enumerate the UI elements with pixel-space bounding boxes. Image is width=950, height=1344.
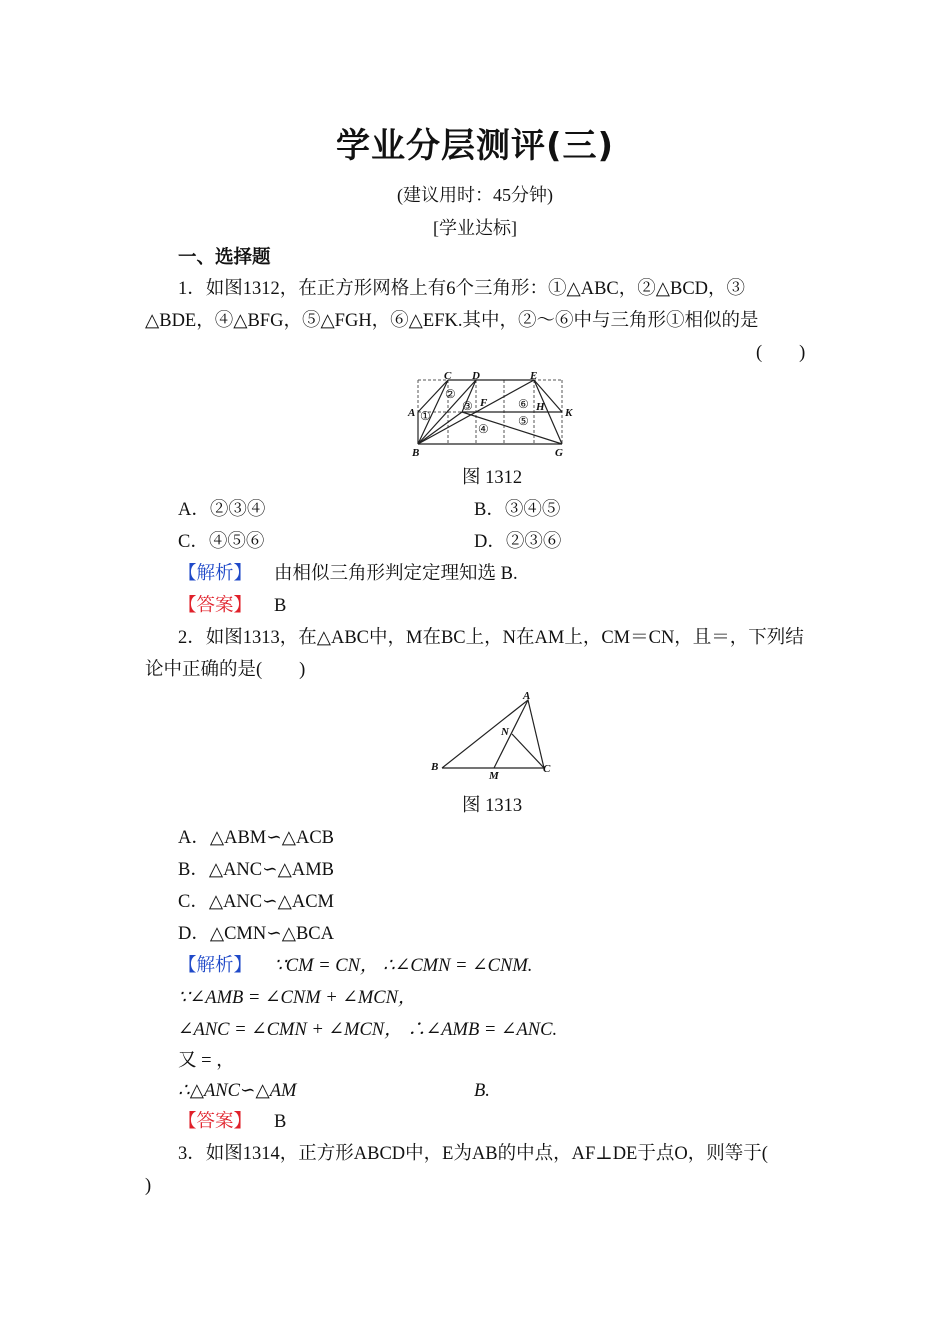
fig1-num-2: ② bbox=[445, 387, 456, 401]
q1-answer-tag: 【答案】 bbox=[178, 596, 253, 616]
q2-option-a: A．△ABM∽△ACB bbox=[178, 828, 335, 848]
fig2-label-M: M bbox=[489, 770, 499, 782]
q1-analysis-tag: 【解析】 bbox=[178, 564, 253, 584]
figure-1313 bbox=[428, 690, 558, 782]
q1-answer: B bbox=[274, 596, 287, 616]
fig1-num-3: ③ bbox=[462, 399, 473, 413]
q1-option-d: D．②③⑥ bbox=[474, 532, 562, 552]
q2-answer: B bbox=[274, 1112, 287, 1132]
q1-option-c: C．④⑤⑥ bbox=[178, 532, 265, 552]
q1-option-a: A．②③④ bbox=[178, 500, 266, 520]
fig1-label-B: B bbox=[412, 447, 420, 459]
page-title: 学业分层测评(三) bbox=[335, 126, 615, 166]
q2-analysis-tag: 【解析】 bbox=[178, 956, 253, 976]
fig1-label-H: H bbox=[536, 401, 545, 413]
fig2-label-B: B bbox=[431, 761, 439, 773]
q2-answer-tag: 【答案】 bbox=[178, 1112, 253, 1132]
q2-option-c: C．△ANC∽△ACM bbox=[178, 892, 335, 912]
fig1-label-E: E bbox=[530, 370, 538, 382]
q1-line2: △BDE，④△BFG，⑤△FGH，⑥△EFK.其中，②～⑥中与三角形①相似的是 bbox=[145, 311, 759, 331]
fig1-label-K: K bbox=[565, 407, 573, 419]
fig1-num-1: ① bbox=[420, 409, 431, 423]
q2-line1: 2．如图1313，在△ABC中，M在BC上，N在AM上，CM＝CN，且＝，下列结 bbox=[178, 628, 804, 648]
q1-option-b: B．③④⑤ bbox=[474, 500, 561, 520]
fig1-num-6: ⑥ bbox=[518, 397, 529, 411]
q2-line2: 论中正确的是( ) bbox=[145, 660, 306, 680]
fig1-label-G: G bbox=[555, 447, 563, 459]
q2-option-b: B．△ANC∽△AMB bbox=[178, 860, 335, 880]
fig1-label-C: C bbox=[444, 370, 452, 382]
q2-step-1: ∵CM = CN， ∴∠CMN = ∠CNM. bbox=[274, 956, 533, 976]
fig1-label-F: F bbox=[480, 397, 488, 409]
fig1-label-A: A bbox=[408, 407, 416, 419]
fig2-label-N: N bbox=[501, 726, 509, 738]
level-heading: [学业达标] bbox=[433, 218, 517, 238]
section-heading: 一、选择题 bbox=[178, 248, 271, 268]
q3-line1: 3．如图1314，正方形ABCD中，E为AB的中点，AF⊥DE于点O，则等于( bbox=[178, 1144, 768, 1164]
q2-step-3: ∠ANC = ∠CMN + ∠MCN， ∴∠AMB = ∠ANC. bbox=[178, 1020, 558, 1040]
q1-blank: ( ) bbox=[756, 343, 806, 363]
q3-line2: ) bbox=[145, 1176, 152, 1196]
q1-analysis: 由相似三角形判定定理知选 B. bbox=[274, 564, 518, 584]
fig2-label-A: A bbox=[523, 690, 531, 702]
q2-step-b: B. bbox=[474, 1081, 490, 1101]
q2-step-5: ∴△ANC∽△AM bbox=[178, 1081, 297, 1101]
q1-line1: 1．如图1312，在正方形网格上有6个三角形：①△ABC，②△BCD，③ bbox=[178, 279, 746, 299]
time-note: (建议用时：45分钟) bbox=[397, 185, 553, 205]
q2-caption: 图 1313 bbox=[462, 796, 523, 816]
figure-1312 bbox=[400, 370, 590, 460]
q2-step-2: ∵∠AMB = ∠CNM + ∠MCN， bbox=[178, 988, 417, 1008]
q2-option-d: D．△CMN∽△BCA bbox=[178, 924, 335, 944]
fig1-num-4: ④ bbox=[478, 422, 489, 436]
q2-step-4: 又 = ， bbox=[178, 1051, 235, 1071]
fig1-num-5: ⑤ bbox=[518, 414, 529, 428]
fig1-label-D: D bbox=[472, 370, 480, 382]
q1-caption: 图 1312 bbox=[462, 468, 523, 488]
fig2-label-C: C bbox=[543, 763, 551, 775]
